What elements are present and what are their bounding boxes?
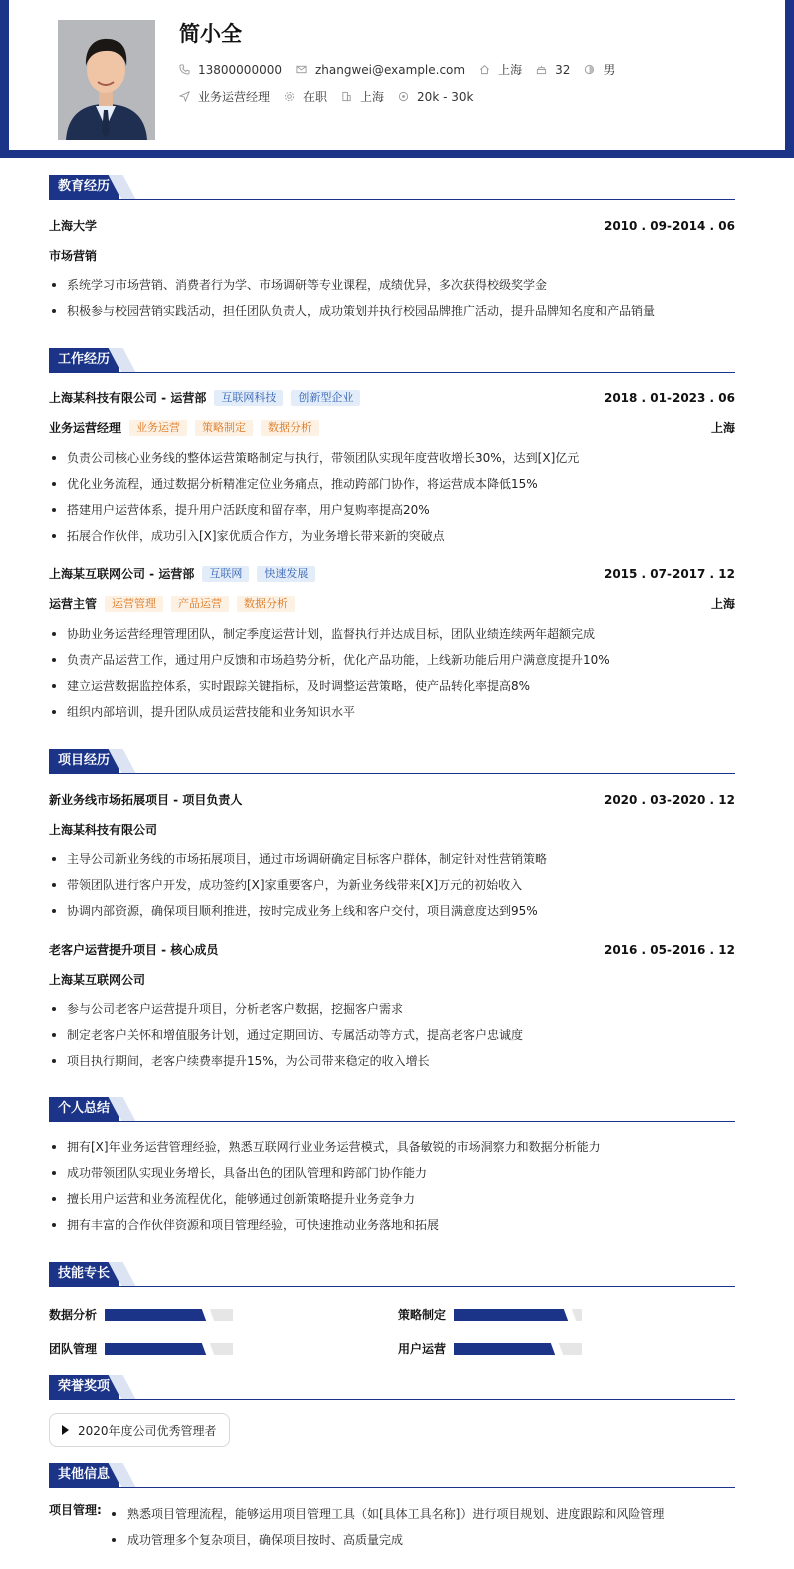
mail-icon	[296, 64, 307, 75]
award-text: 2020年度公司优秀管理者	[78, 1423, 217, 1438]
education-period: 2010 . 09-2014 . 06	[603, 218, 735, 233]
project-org: 上海某科技有限公司	[49, 823, 158, 837]
education-row	[49, 217, 735, 234]
summary-bullets	[49, 1134, 735, 1238]
project-org-row	[49, 971, 735, 988]
list-item: 拓展合作伙伴，成功引入[X]家优质合作方，为业务增长带来新的突破点	[49, 523, 735, 549]
awards-section	[49, 1375, 735, 1400]
skill-bar	[454, 1343, 582, 1355]
avatar-photo	[58, 20, 155, 140]
skill-bar-fill	[105, 1309, 207, 1321]
salary-text: 20k - 30k	[417, 89, 474, 104]
gender-icon	[584, 64, 595, 75]
job-title-item	[179, 88, 270, 105]
list-item: 成功带领团队实现业务增长，具备出色的团队管理和跨部门协作能力	[49, 1160, 735, 1186]
section-title: 个人总结	[49, 1097, 119, 1121]
project-period: 2020 . 03-2020 . 12	[603, 792, 735, 807]
cake-icon	[536, 64, 547, 75]
job-location: 上海	[710, 421, 735, 435]
job-header-row	[49, 565, 735, 582]
other-label: 项目管理:	[49, 1503, 102, 1517]
skills-section	[49, 1262, 735, 1287]
list-item: 搭建用户运营体系，提升用户活跃度和留存率，用户复购率提高20%	[49, 497, 735, 523]
company-name: 上海某互联网公司 - 运营部	[49, 567, 195, 581]
project-name: 老客户运营提升项目 - 核心成员	[49, 943, 219, 957]
list-item: 积极参与校园营销实践活动，担任团队负责人，成功策划并执行校园品牌推广活动，提升品牌知名度和产品销量	[49, 298, 735, 324]
section-title: 技能专长	[49, 1262, 119, 1286]
award-item[interactable]	[49, 1413, 230, 1447]
job-period: 2018 . 01-2023 . 06	[603, 390, 735, 405]
candidate-name: 简小全	[179, 22, 242, 46]
work-section	[49, 348, 735, 719]
section-header	[49, 1375, 735, 1400]
coin-icon	[398, 91, 409, 102]
skill-item	[49, 1340, 233, 1357]
section-header	[49, 1097, 735, 1122]
list-item: 系统学习市场营销、消费者行为学、市场调研等专业课程，成绩优异，多次获得校级奖学金	[49, 272, 735, 298]
project-header-row	[49, 791, 735, 808]
skill-name: 用户运营	[398, 1342, 447, 1356]
gender-item	[584, 61, 615, 78]
gender-text: 男	[603, 63, 616, 77]
project-bullets	[49, 846, 735, 924]
age-item	[536, 63, 570, 77]
frame-right	[785, 0, 794, 158]
list-item: 参与公司老客户运营提升项目，分析老客户数据，挖掘客户需求	[49, 996, 735, 1022]
skill-tag: 产品运营	[171, 596, 229, 612]
job-position-row	[49, 595, 735, 612]
skill-name: 数据分析	[49, 1308, 98, 1322]
salary-item	[398, 90, 473, 104]
skill-tag: 数据分析	[261, 420, 319, 436]
section-title: 其他信息	[49, 1463, 119, 1487]
project-name: 新业务线市场拓展项目 - 项目负责人	[49, 793, 243, 807]
list-item: 项目执行期间，老客户续费率提升15%，为公司带来稳定的收入增长	[49, 1048, 735, 1074]
section-title: 项目经历	[49, 749, 119, 773]
company-name: 上海某科技有限公司 - 运营部	[49, 391, 207, 405]
project-bullets	[49, 996, 735, 1074]
job-bullets	[49, 445, 735, 549]
list-item: 制定老客户关怀和增值服务计划，通过定期回访、专属活动等方式，提高老客户忠诚度	[49, 1022, 735, 1048]
job-period: 2015 . 07-2017 . 12	[603, 566, 735, 581]
city-item	[341, 88, 384, 105]
skill-name: 团队管理	[49, 1342, 98, 1356]
list-item: 协助业务运营经理管理团队，制定季度运营计划，监督执行并达成目标，团队业绩连续两年超额完成	[49, 621, 735, 647]
skill-item	[398, 1340, 582, 1357]
section-title: 教育经历	[49, 175, 119, 199]
contact-row	[179, 61, 629, 78]
section-title: 荣誉奖项	[49, 1375, 119, 1399]
section-title: 工作经历	[49, 348, 119, 372]
hometown-text: 上海	[498, 63, 523, 77]
projects-section	[49, 749, 735, 1068]
email-text: zhangwei@example.com	[314, 62, 466, 77]
list-item: 熟悉项目管理流程，能够运用项目管理工具（如[具体工具名称]）进行项目规划、进度跟踪和风险管理	[109, 1501, 735, 1527]
phone-icon	[179, 64, 190, 75]
list-item: 负责公司核心业务线的整体运营策略制定与执行，带领团队实现年度营收增长30%，达到[X]亿元	[49, 445, 735, 471]
job-position: 业务运营经理	[49, 421, 122, 435]
job-title-text: 业务运营经理	[198, 90, 271, 104]
gear-icon	[284, 91, 295, 102]
list-item: 带领团队进行客户开发，成功签约[X]家重要客户，为新业务线带来[X]万元的初始收入	[49, 872, 735, 898]
job-position: 运营主管	[49, 597, 98, 611]
summary-section	[49, 1097, 735, 1232]
project-period: 2016 . 05-2016 . 12	[603, 942, 735, 957]
skill-bar-fill	[105, 1343, 207, 1355]
job-header-row	[49, 389, 735, 406]
skill-tag: 运营管理	[105, 596, 163, 612]
section-header	[49, 348, 735, 373]
list-item: 优化业务流程，通过数据分析精准定位业务痛点，推动跨部门协作，将运营成本降低15%	[49, 471, 735, 497]
status-text: 在职	[303, 90, 328, 104]
triangle-right-icon	[62, 1425, 69, 1435]
major-row	[49, 247, 735, 264]
section-header	[49, 175, 735, 200]
other-section	[49, 1463, 735, 1547]
email-item	[296, 63, 465, 77]
avatar	[58, 20, 155, 140]
section-header	[49, 1262, 735, 1287]
list-item: 协调内部资源，确保项目顺利推进，按时完成业务上线和客户交付，项目满意度达到95%	[49, 898, 735, 924]
job-bullets	[49, 621, 735, 725]
project-org-row	[49, 821, 735, 838]
skill-name: 策略制定	[398, 1308, 447, 1322]
company-tag: 互联网科技	[214, 390, 283, 406]
hometown-item	[479, 61, 522, 78]
education-bullets	[49, 272, 735, 324]
city-text: 上海	[360, 90, 385, 104]
list-item: 建立运营数据监控体系，实时跟踪关键指标，及时调整运营策略，使产品转化率提高8%	[49, 673, 735, 699]
skill-item	[49, 1306, 233, 1323]
job-location: 上海	[710, 597, 735, 611]
phone-item	[179, 63, 282, 77]
skill-bar-fill	[454, 1343, 556, 1355]
list-item: 主导公司新业务线的市场拓展项目，通过市场调研确定目标客户群体，制定针对性营销策略	[49, 846, 735, 872]
company-tag: 互联网	[202, 566, 249, 582]
list-item: 擅长用户运营和业务流程优化，能够通过创新策略提升业务竞争力	[49, 1186, 735, 1212]
other-bullets	[109, 1501, 735, 1553]
send-icon	[179, 91, 190, 102]
age-text: 32	[555, 62, 571, 77]
home-icon	[479, 64, 490, 75]
list-item: 拥有丰富的合作伙伴资源和项目管理经验，可快速推动业务落地和拓展	[49, 1212, 735, 1238]
header-bottom-band	[0, 150, 794, 158]
skill-bar	[454, 1309, 582, 1321]
phone-text: 13800000000	[198, 62, 282, 77]
list-item: 负责产品运营工作，通过用户反馈和市场趋势分析，优化产品功能，上线新功能后用户满意度提升10%	[49, 647, 735, 673]
skill-bar	[105, 1309, 233, 1321]
section-header	[49, 1463, 735, 1488]
company-tag: 快速发展	[257, 566, 315, 582]
project-header-row	[49, 941, 735, 958]
job-position-row	[49, 419, 735, 436]
building-icon	[341, 91, 352, 102]
skill-tag: 业务运营	[129, 420, 187, 436]
company-tag: 创新型企业	[291, 390, 360, 406]
resume-header	[9, 0, 785, 150]
list-item: 组织内部培训，提升团队成员运营技能和业务知识水平	[49, 699, 735, 725]
list-item: 拥有[X]年业务运营管理经验，熟悉互联网行业业务运营模式，具备敏锐的市场洞察力和数据分析能力	[49, 1134, 735, 1160]
frame-left	[0, 0, 9, 158]
skill-tag: 数据分析	[237, 596, 295, 612]
list-item: 成功管理多个复杂项目，确保项目按时、高质量完成	[109, 1527, 735, 1553]
skill-item	[398, 1306, 582, 1323]
section-header	[49, 749, 735, 774]
skill-bar	[105, 1343, 233, 1355]
major-name: 市场营销	[49, 249, 98, 263]
skill-bar-fill	[454, 1309, 569, 1321]
education-section	[49, 175, 735, 318]
project-org: 上海某互联网公司	[49, 973, 146, 987]
skill-tag: 策略制定	[195, 420, 253, 436]
school-name: 上海大学	[49, 219, 98, 233]
job-intent-row	[179, 88, 487, 105]
status-item	[284, 88, 327, 105]
